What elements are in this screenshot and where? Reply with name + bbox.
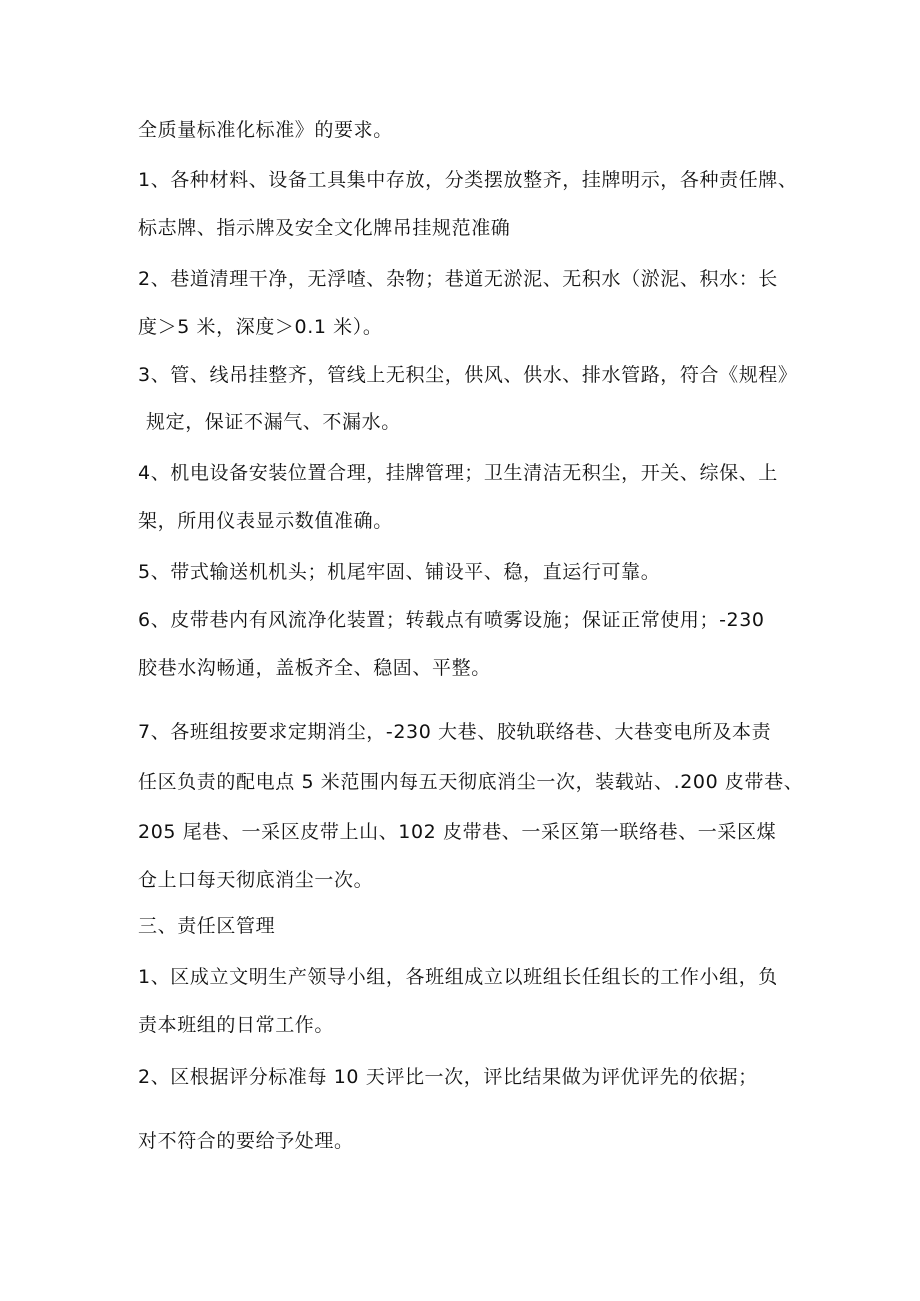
text-line: 2、巷道清理干净，无浮喳、杂物；巷道无淤泥、无积水（淤泥、积水：长 <box>138 268 778 290</box>
text-line: 胶巷水沟畅通，盖板齐全、稳固、平整。 <box>138 657 491 679</box>
text-line: 1、区成立文明生产领导小组，各班组成立以班组长任组长的工作小组，负 <box>138 966 778 988</box>
text-line: 标志牌、指示牌及安全文化牌吊挂规范准确 <box>138 217 511 239</box>
text-line: 1、各种材料、设备工具集中存放，分类摆放整齐，挂牌明示，各种责任牌、 <box>138 169 798 191</box>
text-line: 4、机电设备安装位置合理，挂牌管理；卫生清洁无积尘，开关、综保、上 <box>138 462 778 484</box>
text-line: 仓上口每天彻底消尘一次。 <box>138 869 374 891</box>
text-line: 对不符合的要给予处理。 <box>138 1130 354 1152</box>
text-line: 5、带式输送机机头；机尾牢固、铺设平、稳，直运行可靠。 <box>138 561 661 583</box>
text-line: 全质量标准化标准》的要求。 <box>138 119 393 141</box>
text-line: 度＞5 米，深度＞0.1 米）。 <box>138 316 383 338</box>
text-line: 规定，保证不漏气、不漏水。 <box>146 411 401 433</box>
text-line: 任区负责的配电点 5 米范围内每五天彻底消尘一次，装载站、.200 皮带巷、 <box>138 771 804 793</box>
text-line: 6、皮带巷内有风流净化装置；转载点有喷雾设施；保证正常使用；-230 <box>138 609 765 631</box>
text-line: 架，所用仪表显示数值准确。 <box>138 510 393 532</box>
text-line: 责本班组的日常工作。 <box>138 1014 335 1036</box>
text-line: 2、区根据评分标准每 10 天评比一次，评比结果做为评优评先的依据； <box>138 1066 758 1088</box>
text-line: 7、各班组按要求定期消尘，-230 大巷、胶轨联络巷、大巷变电所及本责 <box>138 721 772 743</box>
text-line: 3、管、线吊挂整齐，管线上无积尘，供风、供水、排水管路，符合《规程》 <box>138 364 798 386</box>
section-heading: 三、责任区管理 <box>138 915 276 937</box>
text-line: 205 尾巷、一采区皮带上山、102 皮带巷、一采区第一联络巷、一采区煤 <box>138 821 777 843</box>
